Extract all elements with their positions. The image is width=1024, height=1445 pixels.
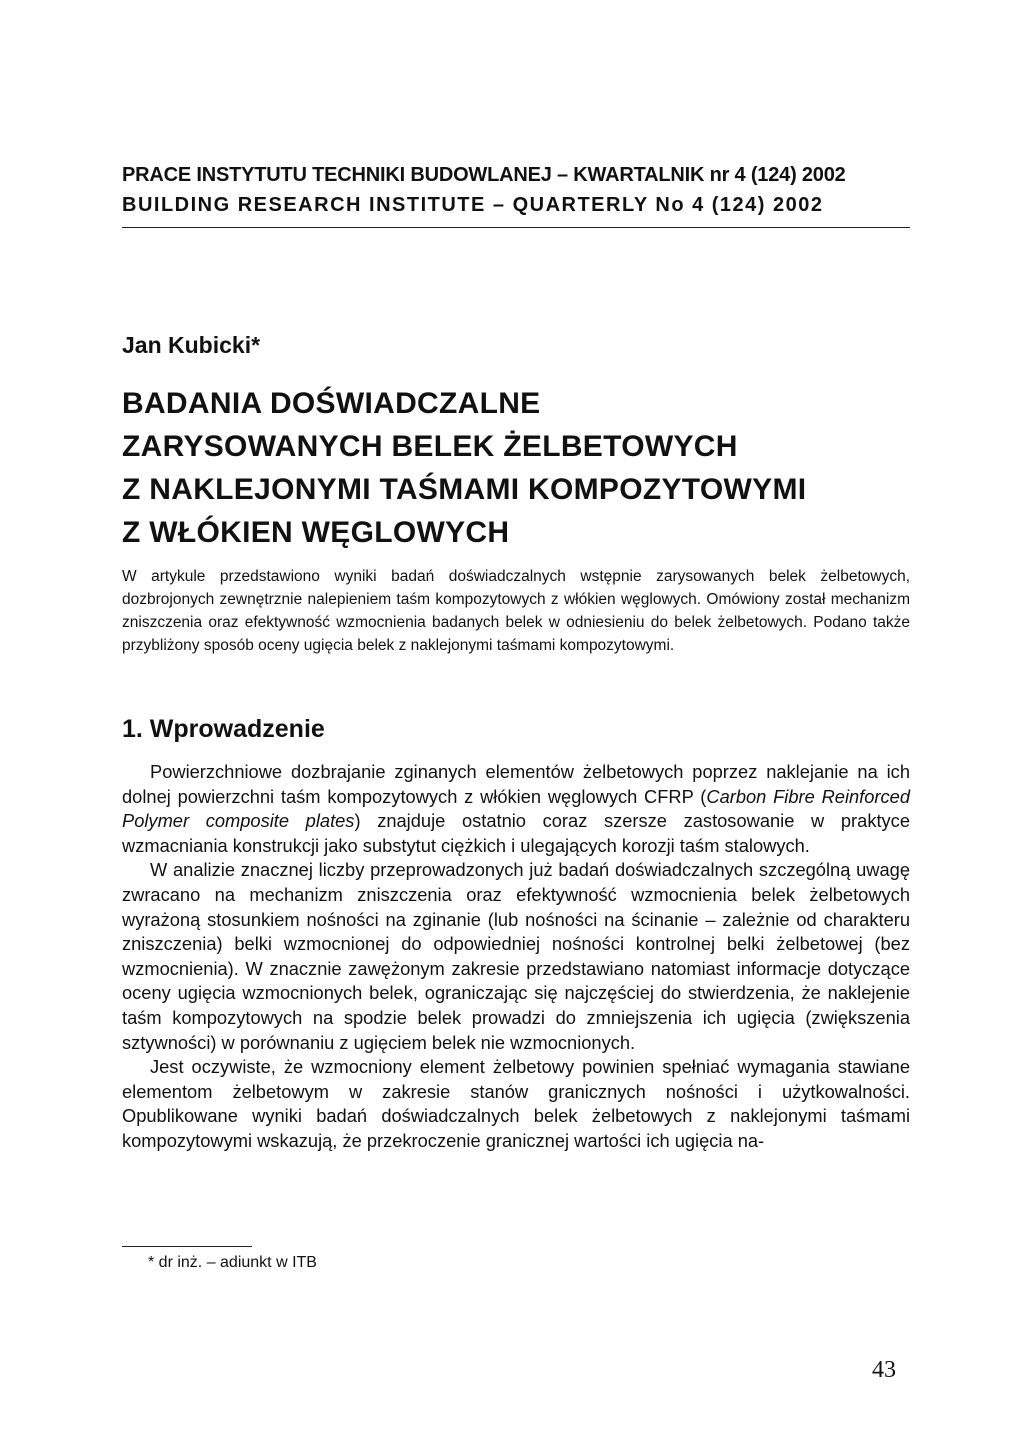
- body-paragraph: Jest oczywiste, że wzmocniony element żelbetowy powinien spełniać wymagania stawiane elementom żelbetowym w zakresie stanów granicznych nośności i użytkowalności. Opublikowane wyniki badań doświadczalnych belek żelbetowych z naklejonymi taśmami kompozytowymi wskazują, że przekroczenie granicznej wartości ich ugięcia na-: [122, 1056, 910, 1151]
- journal-header-english: BUILDING RESEARCH INSTITUTE – QUARTERLY No 4 (124) 2002: [122, 194, 824, 216]
- page-number: 43: [872, 1357, 896, 1383]
- title-line: Z WŁÓKIEN WĘGLOWYCH: [122, 516, 510, 549]
- journal-header: [122, 160, 910, 220]
- journal-header-polish: PRACE INSTYTUTU TECHNIKI BUDOWLANEJ – KWARTALNIK nr 4 (124) 2002: [122, 164, 846, 186]
- body-paragraph: [122, 760, 910, 858]
- article-title: [122, 382, 912, 554]
- title-line: Z NAKLEJONYMI TAŚMAMI KOMPOZYTOWYMI: [122, 473, 807, 506]
- abstract: W artykule przedstawiono wyniki badań doświadczalnych wstępnie zarysowanych belek żelbetowych, dozbrojonych zewnętrznie nalepieniem taśm kompozytowych z włókien węglowych. Omówiony został mechanizm zniszczenia oraz efektywność wzmocnienia badanych belek w odniesieniu do belek żelbetowych. Podano także przybliżony sposób oceny ugięcia belek z naklejonymi taśmami kompozytowymi.: [122, 568, 910, 654]
- paragraph-text: ) znajduje ostatnio coraz szersze zastosowanie w praktyce wzmacniania konstrukcji jako substytut ciężkich i ulegających korozji taśm stalowych.: [122, 810, 910, 856]
- footnote-divider: [122, 1246, 252, 1247]
- title-line: BADANIA DOŚWIADCZALNE: [122, 387, 541, 420]
- title-line: ZARYSOWANYCH BELEK ŻELBETOWYCH: [122, 430, 738, 463]
- header-divider: [122, 227, 910, 228]
- author-name: Jan Kubicki*: [122, 332, 261, 358]
- italic-term: Carbon Fibre Reinforced Polymer composite plates: [122, 785, 910, 832]
- section-body: [122, 760, 910, 1154]
- footnote: * dr inż. – adiunkt w ITB: [148, 1254, 317, 1271]
- paragraph-text: Powierzchniowe dozbrajanie zginanych elementów żelbetowych poprzez naklejanie na ich dolnej powierzchni taśm kompozytowych z włókien węglowych CFRP (: [122, 761, 910, 807]
- section-heading: 1. Wprowadzenie: [122, 715, 325, 743]
- body-paragraph: W analizie znacznej liczby przeprowadzonych już badań doświadczalnych szczególną uwagę zwracano na mechanizm zniszczenia oraz efektywność wzmocnienia belek żelbetowych wyrażoną stosunkiem nośności na zginanie (lub nośności na ścinanie – zależnie od charakteru zniszczenia) belki wzmocnionej do odpowiedniej nośności kontrolnej belki żelbetowej (bez wzmocnienia). W znacznie zawężonym zakresie przedstawiano natomiast informacje dotyczące oceny ugięcia wzmocnionych belek, ograniczając się najczęściej do stwierdzenia, że naklejenie taśm kompozytowych na spodzie belek prowadzi do zmniejszenia ich ugięcia (zwiększenia sztywności) w porównaniu z ugięciem belek nie wzmocnionych.: [122, 859, 910, 1053]
